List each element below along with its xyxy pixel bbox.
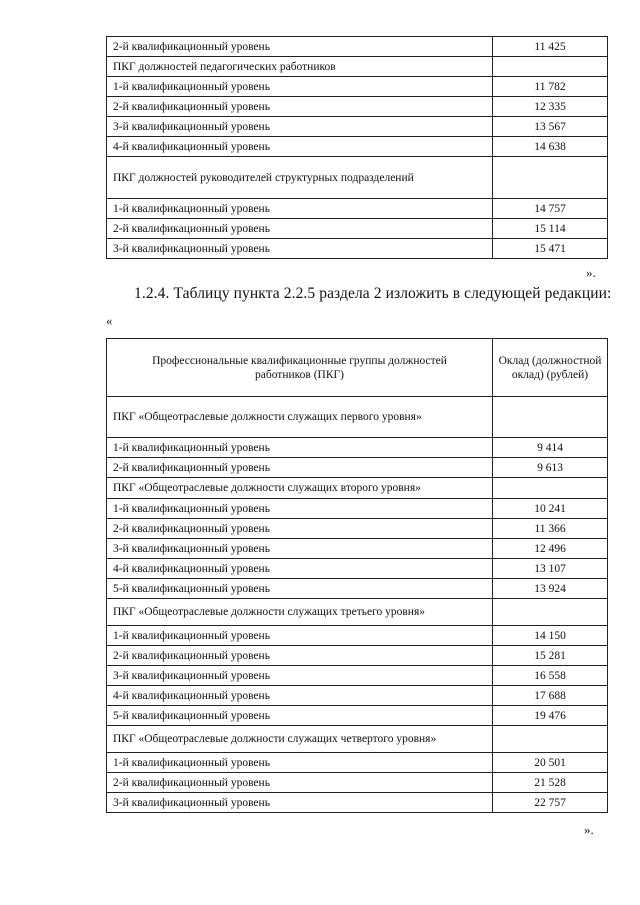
row-salary-value: 11 782 — [493, 77, 608, 97]
header-pkg-groups: Профессиональные квалификационные группы должностей работников (ПКГ) — [107, 339, 493, 397]
row-salary-value: 17 688 — [493, 686, 608, 706]
row-salary-value: 11 425 — [493, 37, 608, 57]
row-salary-value — [493, 478, 608, 499]
row-label: 1-й квалификационный уровень — [107, 753, 493, 773]
table-row — [107, 239, 608, 259]
row-label: ПКГ должностей педагогических работников — [107, 57, 493, 77]
header-salary: Оклад (должностной оклад) (рублей) — [493, 339, 608, 397]
row-label: 3-й квалификационный уровень — [107, 539, 493, 559]
table-row — [107, 458, 608, 478]
row-label: 2-й квалификационный уровень — [107, 219, 493, 239]
row-salary-value: 14 638 — [493, 137, 608, 157]
row-salary-value — [493, 57, 608, 77]
row-label: 4-й квалификационный уровень — [107, 137, 493, 157]
opening-quote: « — [106, 313, 113, 328]
table-row — [107, 753, 608, 773]
table-row — [107, 397, 608, 438]
row-label: 2-й квалификационный уровень — [107, 646, 493, 666]
row-salary-value: 21 528 — [493, 773, 608, 793]
table-row — [107, 137, 608, 157]
table-row — [107, 57, 608, 77]
row-label: 1-й квалификационный уровень — [107, 499, 493, 519]
table-row — [107, 686, 608, 706]
table-row — [107, 579, 608, 599]
table-row — [107, 666, 608, 686]
row-label: ПКГ «Общеотраслевые должности служащих третьего уровня» — [107, 599, 493, 626]
salary-table-continued — [106, 36, 608, 259]
table-row — [107, 539, 608, 559]
salary-table-2-2-5 — [106, 338, 608, 813]
row-salary-value: 11 366 — [493, 519, 608, 539]
row-salary-value — [493, 599, 608, 626]
row-salary-value: 19 476 — [493, 706, 608, 726]
row-salary-value: 12 335 — [493, 97, 608, 117]
row-salary-value: 15 471 — [493, 239, 608, 259]
row-label: 2-й квалификационный уровень — [107, 519, 493, 539]
table-row — [107, 599, 608, 626]
row-salary-value: 22 757 — [493, 793, 608, 813]
row-salary-value — [493, 726, 608, 753]
table-row — [107, 773, 608, 793]
table-row — [107, 199, 608, 219]
table-row — [107, 77, 608, 97]
row-salary-value: 9 613 — [493, 458, 608, 478]
table-row — [107, 117, 608, 137]
row-label: 2-й квалификационный уровень — [107, 37, 493, 57]
table-row — [107, 559, 608, 579]
row-salary-value: 20 501 — [493, 753, 608, 773]
row-salary-value: 14 150 — [493, 626, 608, 646]
row-salary-value — [493, 397, 608, 438]
row-label: 3-й квалификационный уровень — [107, 793, 493, 813]
table-row — [107, 726, 608, 753]
row-label: 1-й квалификационный уровень — [107, 626, 493, 646]
table-row — [107, 97, 608, 117]
row-label: 1-й квалификационный уровень — [107, 438, 493, 458]
row-label: 4-й квалификационный уровень — [107, 559, 493, 579]
table-row — [107, 37, 608, 57]
row-label: 4-й квалификационный уровень — [107, 686, 493, 706]
table-row — [107, 706, 608, 726]
table-row — [107, 499, 608, 519]
table-row — [107, 157, 608, 199]
row-label: 5-й квалификационный уровень — [107, 579, 493, 599]
table-row — [107, 646, 608, 666]
amendment-paragraph: 1.2.4. Таблицу пункта 2.2.5 раздела 2 изложить в следующей редакции: — [134, 285, 612, 302]
row-salary-value: 13 924 — [493, 579, 608, 599]
row-salary-value: 15 281 — [493, 646, 608, 666]
row-label: 3-й квалификационный уровень — [107, 239, 493, 259]
row-label: ПКГ «Общеотраслевые должности служащих первого уровня» — [107, 397, 493, 438]
closing-quote-1: ». — [586, 265, 596, 280]
row-label: ПКГ «Общеотраслевые должности служащих четвертого уровня» — [107, 726, 493, 753]
row-label: 1-й квалификационный уровень — [107, 199, 493, 219]
row-label: ПКГ «Общеотраслевые должности служащих второго уровня» — [107, 478, 493, 499]
table-row — [107, 793, 608, 813]
row-salary-value: 15 114 — [493, 219, 608, 239]
row-label: ПКГ должностей руководителей структурных подразделений — [107, 157, 493, 199]
row-label: 2-й квалификационный уровень — [107, 773, 493, 793]
row-label: 2-й квалификационный уровень — [107, 458, 493, 478]
table-row — [107, 219, 608, 239]
row-salary-value: 9 414 — [493, 438, 608, 458]
row-salary-value: 12 496 — [493, 539, 608, 559]
row-label: 3-й квалификационный уровень — [107, 117, 493, 137]
row-label: 5-й квалификационный уровень — [107, 706, 493, 726]
row-salary-value: 13 107 — [493, 559, 608, 579]
row-salary-value: 10 241 — [493, 499, 608, 519]
row-salary-value: 14 757 — [493, 199, 608, 219]
row-label: 1-й квалификационный уровень — [107, 77, 493, 97]
row-label: 2-й квалификационный уровень — [107, 97, 493, 117]
table-row — [107, 519, 608, 539]
row-salary-value — [493, 157, 608, 199]
table-row — [107, 438, 608, 458]
table-row — [107, 626, 608, 646]
row-salary-value: 16 558 — [493, 666, 608, 686]
table-row — [107, 478, 608, 499]
row-salary-value: 13 567 — [493, 117, 608, 137]
table-header-row — [107, 339, 608, 397]
row-label: 3-й квалификационный уровень — [107, 666, 493, 686]
closing-quote-2: ». — [584, 822, 594, 837]
